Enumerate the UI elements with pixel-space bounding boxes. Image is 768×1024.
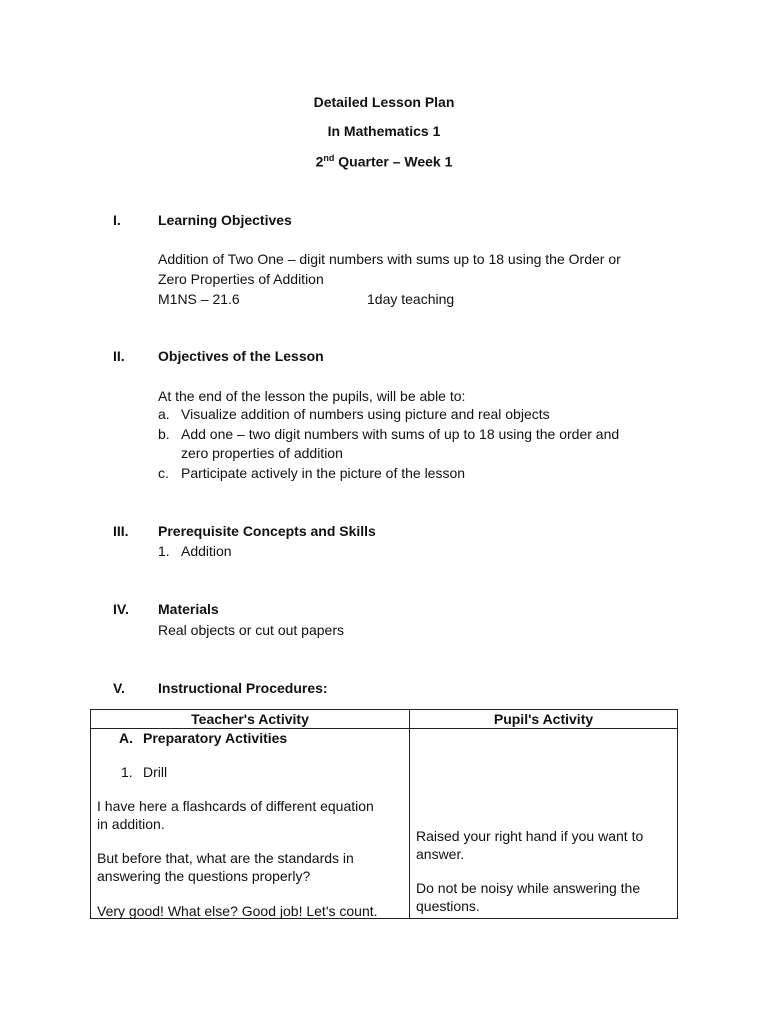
section-2-numeral: II.: [113, 348, 125, 364]
instructional-procedures-table: [90, 709, 678, 919]
objective-text-c: Participate actively in the picture of the lesson: [181, 465, 466, 481]
pupil-paragraph-1-line-2: answer.: [416, 846, 465, 862]
section-1-code: M1NS – 21.6: [158, 291, 240, 307]
prerequisite-text-1: Addition: [181, 543, 232, 559]
section-3-numeral: III.: [113, 523, 129, 539]
document-subject: In Mathematics 1: [327, 123, 441, 139]
pupil-paragraph-2-line-1: Do not be noisy while answering the: [416, 880, 641, 896]
drill-label: Drill: [143, 764, 168, 780]
table-row: [91, 729, 678, 919]
objective-marker-a: a.: [158, 406, 170, 422]
pupil-activity-header: Pupil's Activity: [410, 710, 678, 729]
document-quarter: [0, 153, 768, 170]
preparatory-heading: Preparatory Activities: [143, 730, 288, 746]
section-1-heading: Learning Objectives: [158, 212, 292, 228]
table-header-row: [91, 710, 678, 729]
quarter-week: Quarter – Week 1: [334, 153, 453, 170]
teacher-paragraph-3-line-1: Very good! What else? Good job! Let's count.: [97, 903, 378, 919]
pupil-paragraph-2-line-2: questions.: [416, 898, 480, 914]
quarter-number: 2: [315, 153, 324, 170]
prerequisite-marker-1: 1.: [158, 543, 170, 559]
document-title: Detailed Lesson Plan: [313, 94, 455, 110]
teacher-paragraph-2-line-2: answering the questions properly?: [97, 868, 311, 884]
section-5-numeral: V.: [113, 680, 125, 696]
teacher-paragraph-1-line-1: I have here a flashcards of different equation: [97, 798, 374, 814]
objective-text-a: Visualize addition of numbers using picture and real objects: [181, 406, 550, 422]
quarter-ordinal-suffix: nd: [323, 153, 335, 163]
section-4-text: Real objects or cut out papers: [158, 622, 344, 638]
section-2-heading: Objectives of the Lesson: [158, 348, 324, 364]
section-1-numeral: I.: [113, 212, 121, 228]
drill-marker: 1.: [121, 764, 133, 780]
teacher-paragraph-1-line-2: in addition.: [97, 816, 165, 832]
section-3-heading: Prerequisite Concepts and Skills: [158, 523, 376, 539]
teacher-activity-header: Teacher's Activity: [91, 710, 410, 729]
section-1-text-line-1: Addition of Two One – digit numbers with sums up to 18 using the Order or: [158, 251, 621, 267]
preparatory-marker: A.: [119, 730, 133, 746]
section-4-numeral: IV.: [113, 601, 129, 617]
teacher-activity-cell: [91, 729, 410, 919]
objective-marker-b: b.: [158, 426, 170, 442]
objective-marker-c: c.: [158, 465, 169, 481]
section-5-heading: Instructional Procedures:: [158, 680, 328, 696]
section-4-heading: Materials: [158, 601, 219, 617]
section-1-text-line-2: Zero Properties of Addition: [158, 271, 324, 287]
section-2-intro: At the end of the lesson the pupils, will be able to:: [158, 388, 466, 404]
pupil-paragraph-1-line-1: Raised your right hand if you want to: [416, 828, 644, 844]
teacher-paragraph-2-line-1: But before that, what are the standards in: [97, 850, 354, 866]
section-1-duration: 1day teaching: [367, 291, 455, 307]
objective-text-b-line-2: zero properties of addition: [181, 445, 343, 461]
pupil-activity-cell: [410, 729, 678, 919]
objective-text-b-line-1: Add one – two digit numbers with sums of up to 18 using the order and: [181, 426, 620, 442]
